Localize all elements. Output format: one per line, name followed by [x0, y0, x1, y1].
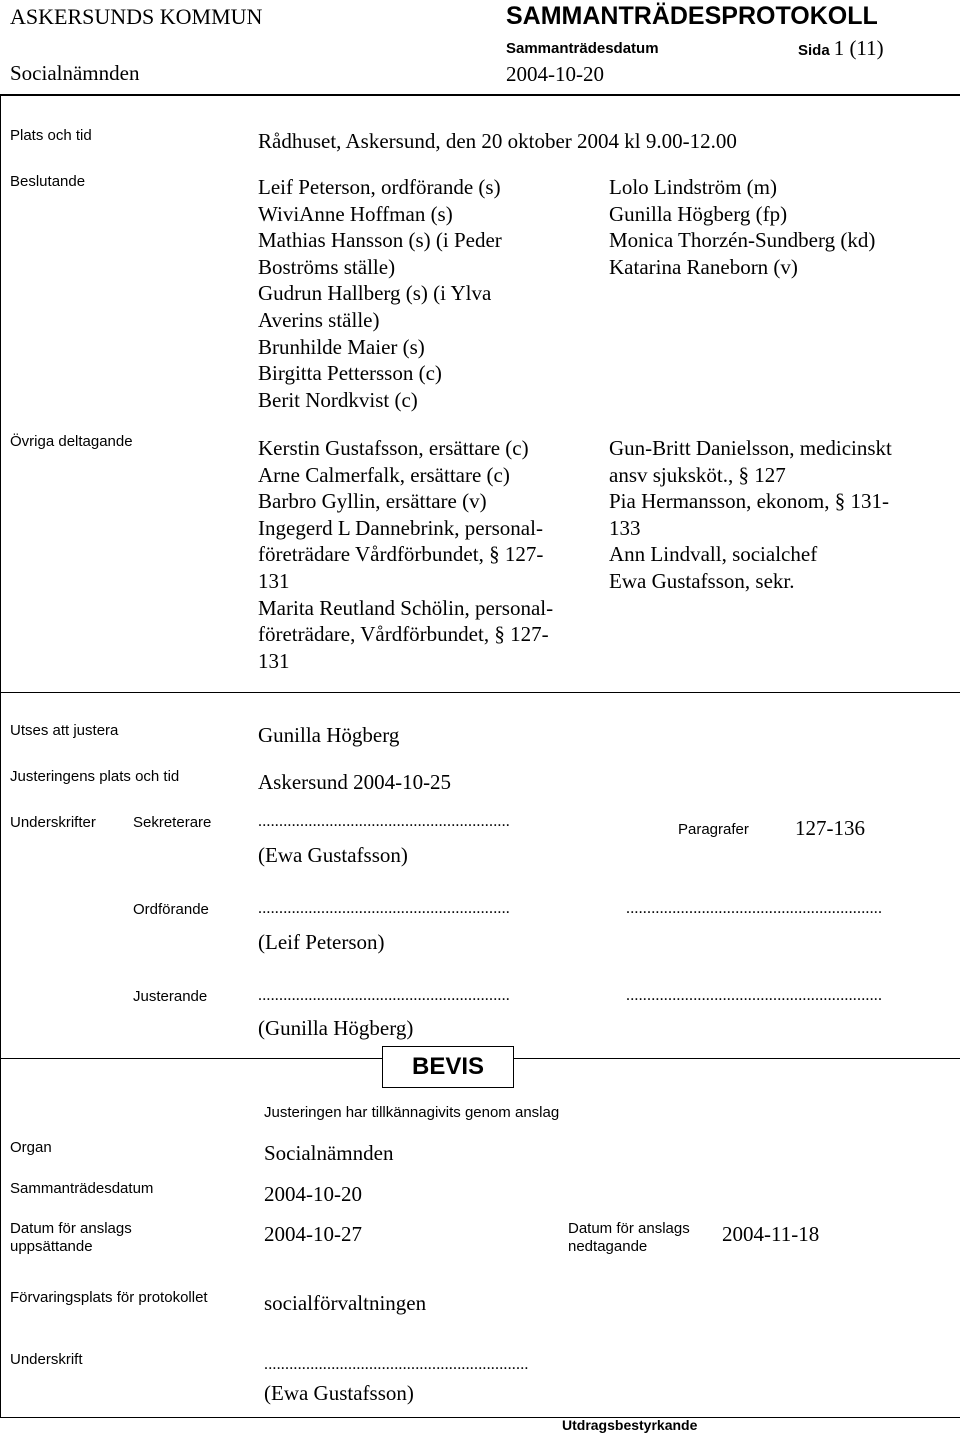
adjuster-sign-label: Justerande: [133, 988, 208, 1005]
frame-bottom-border: [0, 1417, 960, 1418]
list-item: Berit Nordkvist (c): [258, 387, 418, 412]
document-title: SAMMANTRÄDESPROTOKOLL: [506, 2, 878, 30]
chair-name: (Leif Peterson): [258, 930, 385, 954]
list-item: Pia Hermansson, ekonom, § 131-: [609, 489, 889, 514]
meeting-date: 2004-10-20: [506, 62, 604, 86]
list-item: företrädare, Vårdförbundet, § 127-: [258, 622, 549, 647]
posted-date-label: [10, 1220, 132, 1256]
adjust-place-value: Askersund 2004-10-25: [258, 770, 452, 794]
adjust-place-label: Justeringens plats och tid: [10, 768, 180, 785]
secretary-name: (Ewa Gustafsson): [258, 843, 408, 867]
signatures-label: Underskrifter: [10, 814, 96, 831]
list-item: ansv sjuksköt., § 127: [609, 462, 786, 487]
posted-date-label-line-2: uppsättande: [10, 1238, 93, 1255]
list-item: Monica Thorzén-Sundberg (kd): [609, 228, 876, 253]
page-value: 1 (11): [833, 36, 884, 60]
proof-meeting-date-label: Sammanträdesdatum: [10, 1180, 154, 1197]
certified-copy-label: Utdragsbestyrkande: [562, 1417, 698, 1433]
list-item: 131: [258, 568, 290, 593]
list-item: Arne Calmerfalk, ersättare (c): [258, 462, 510, 487]
header-divider: [0, 94, 960, 96]
secretary-label: Sekreterare: [133, 814, 212, 831]
frame-left-border: [0, 96, 1, 1418]
proof-notice: Justeringen har tillkännagivits genom anslag: [264, 1104, 560, 1121]
other-participants-label: Övriga deltagande: [10, 433, 133, 450]
list-item: Marita Reutland Schölin, personal-: [258, 595, 554, 620]
chair-label: Ordförande: [133, 901, 209, 918]
proof-title: BEVIS: [411, 1053, 485, 1080]
removed-date-label: [568, 1220, 690, 1256]
posted-date-label-line-1: Datum för anslags: [10, 1220, 132, 1237]
list-item: Gun-Britt Danielsson, medicinskt: [609, 436, 892, 460]
list-item: Brunhilde Maier (s): [258, 334, 425, 359]
list-item: Katarina Raneborn (v): [609, 254, 798, 279]
list-item: 133: [609, 515, 641, 540]
organ-label: Organ: [10, 1139, 52, 1156]
signature-line: ...............................................................: [264, 1356, 529, 1373]
chair-signature-line: ............................................................: [258, 900, 510, 917]
adjuster-second-signature-line: .............................................................: [626, 987, 883, 1004]
signature-name: (Ewa Gustafsson): [264, 1381, 414, 1405]
decision-makers-left-list: [258, 174, 502, 413]
decision-makers-right-list: [609, 174, 875, 280]
list-item: Ann Lindvall, socialchef: [609, 542, 818, 567]
removed-date-label-line-2: nedtagande: [568, 1238, 648, 1255]
municipality-name: ASKERSUNDS KOMMUN: [10, 4, 263, 29]
list-item: Lolo Lindström (m): [609, 175, 777, 199]
meeting-date-label: Sammanträdesdatum: [506, 40, 659, 57]
list-item: företrädare Vårdförbundet, § 127-: [258, 542, 544, 567]
place-value: Rådhuset, Askersund, den 20 oktober 2004 kl 9.00-12.00: [258, 129, 737, 153]
list-item: Leif Peterson, ordförande (s): [258, 175, 501, 199]
page-number: [798, 36, 884, 61]
adjuster-label: Utses att justera: [10, 722, 119, 739]
paragraphs-value: 127-136: [795, 816, 865, 840]
secretary-signature-line: ............................................................: [258, 813, 510, 830]
list-item: Mathias Hansson (s) (i Peder: [258, 228, 502, 253]
posted-date-value: 2004-10-27: [264, 1222, 362, 1246]
other-participants-left-list: [258, 435, 553, 674]
list-item: Kerstin Gustafsson, ersättare (c): [258, 436, 529, 460]
place-label: Plats och tid: [10, 127, 92, 144]
committee-name: Socialnämnden: [10, 61, 140, 85]
list-item: WiviAnne Hoffman (s): [258, 201, 453, 226]
page-label: Sida: [798, 42, 830, 59]
list-item: Gunilla Högberg (fp): [609, 201, 788, 226]
paragraphs-label: Paragrafer: [678, 821, 749, 838]
list-item: Barbro Gyllin, ersättare (v): [258, 489, 487, 514]
adjuster-value: Gunilla Högberg: [258, 723, 400, 747]
participants-divider: [0, 692, 960, 693]
list-item: Averins ställe): [258, 307, 380, 332]
removed-date-value: 2004-11-18: [722, 1222, 820, 1246]
list-item: Birgitta Pettersson (c): [258, 361, 442, 386]
organ-value: Socialnämnden: [264, 1141, 394, 1165]
adjuster-name: (Gunilla Högberg): [258, 1016, 414, 1040]
list-item: Ingegerd L Dannebrink, personal-: [258, 515, 543, 540]
decision-makers-label: Beslutande: [10, 173, 86, 190]
list-item: Boströms ställe): [258, 254, 396, 279]
storage-value: socialförvaltningen: [264, 1291, 427, 1315]
signature-label: Underskrift: [10, 1351, 83, 1368]
proof-meeting-date-value: 2004-10-20: [264, 1182, 362, 1206]
list-item: Ewa Gustafsson, sekr.: [609, 568, 795, 593]
proof-title-box: [382, 1046, 514, 1088]
chair-second-signature-line: .............................................................: [626, 900, 883, 917]
other-participants-right-list: [609, 435, 892, 595]
removed-date-label-line-1: Datum för anslags: [568, 1220, 690, 1237]
adjuster-signature-line: ............................................................: [258, 987, 510, 1004]
storage-label: Förvaringsplats för protokollet: [10, 1289, 208, 1306]
list-item: 131: [258, 648, 290, 673]
list-item: Gudrun Hallberg (s) (i Ylva: [258, 281, 492, 306]
